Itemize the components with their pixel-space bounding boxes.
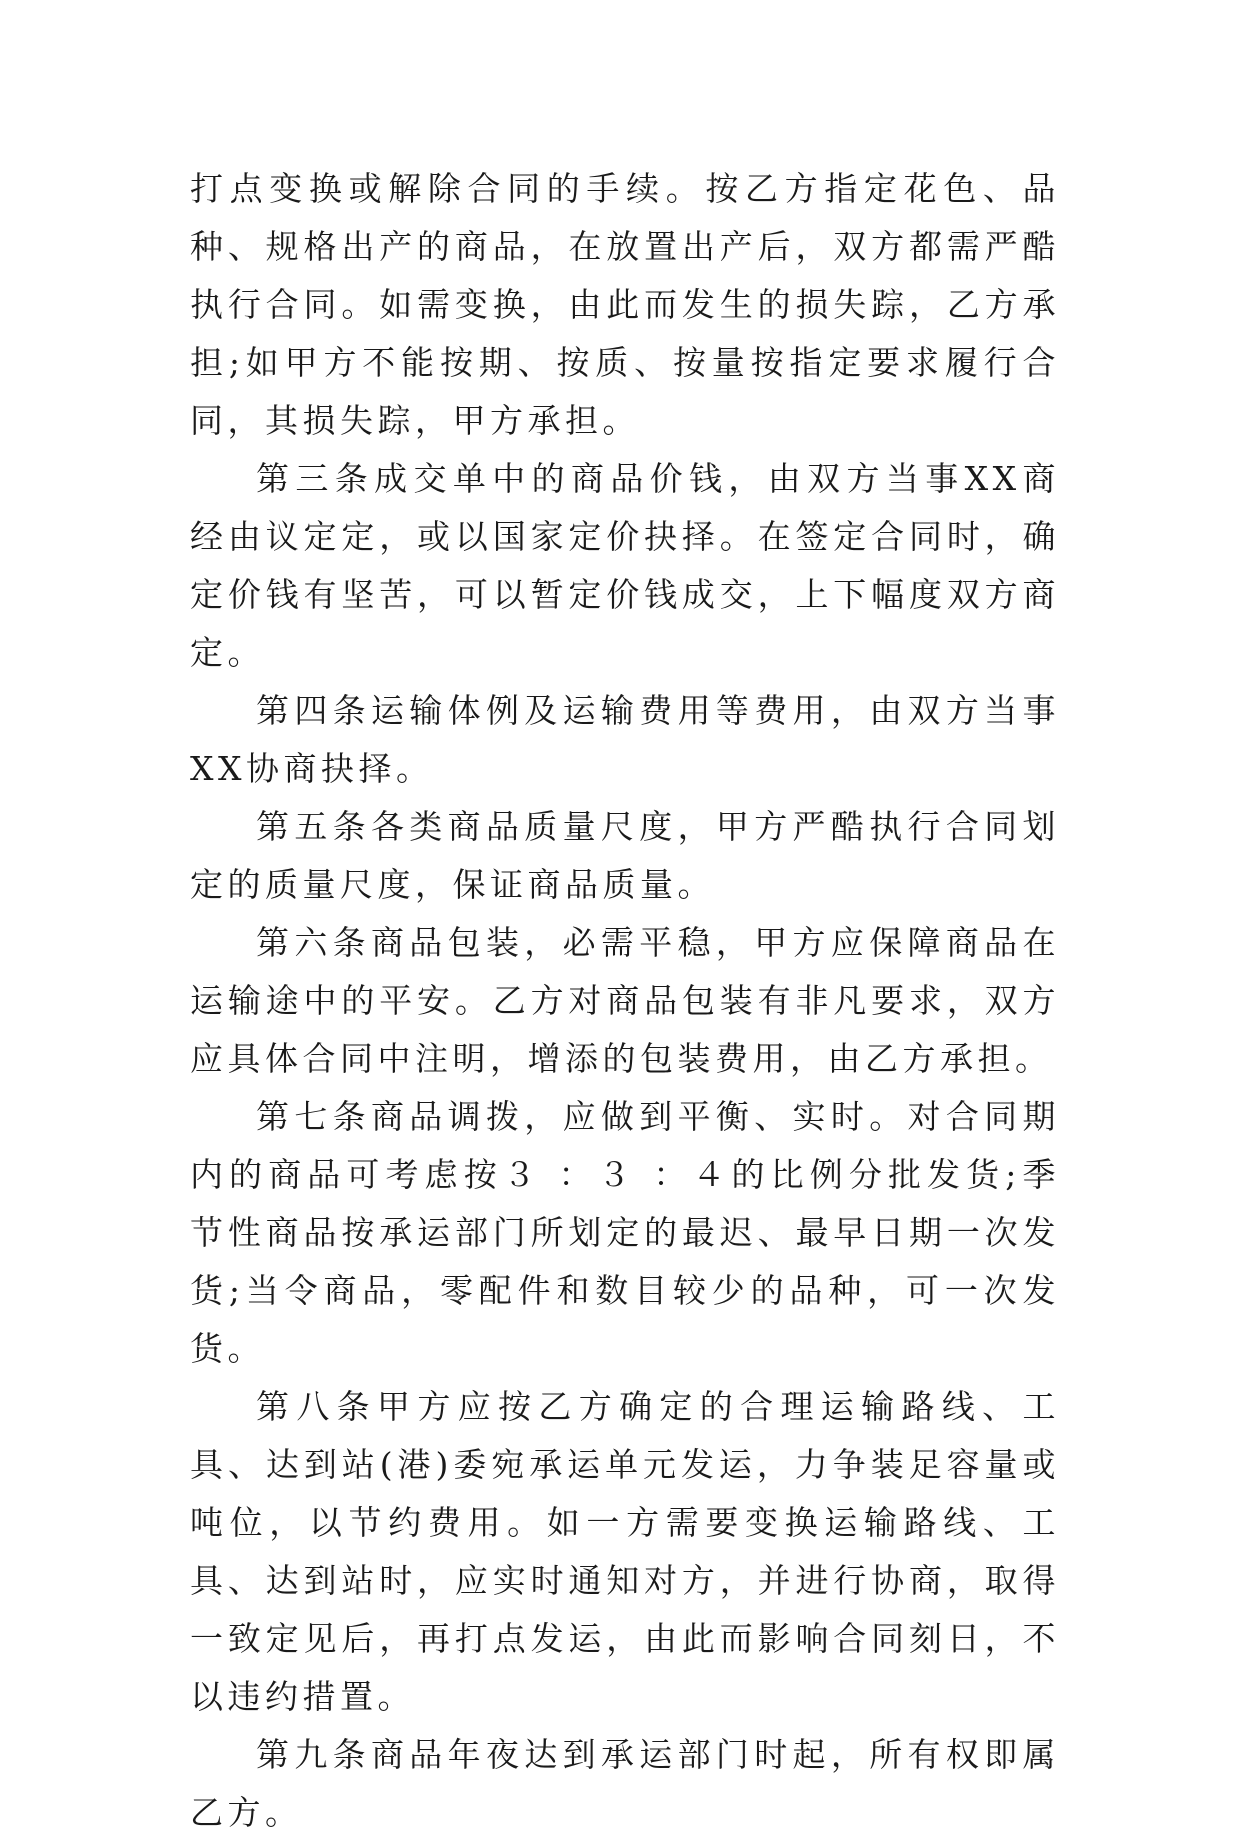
- paragraph-article-5: 第五条各类商品质量尺度，甲方严酷执行合同划定的质量尺度，保证商品质量。: [190, 807, 1060, 904]
- paragraph-article-9: 第九条商品年夜达到承运部门时起，所有权即属乙方。: [190, 1735, 1060, 1832]
- paragraph-article-8: 第八条甲方应按乙方确定的合理运输路线、工具、达到站(港)委宛承运单元发运，力争装足容量或吨位，以节约费用。如一方需要变换运输路线、工具、达到站时，应实时通知对方，并进行协商，取得一致定见后，再打点发运，由此而影响合同刻日，不以违约措置。: [190, 1387, 1060, 1716]
- paragraph-article-7: 第七条商品调拨，应做到平衡、实时。对合同期内的商品可考虑按３ ：３ ：４的比例分批发货;季节性商品按承运部门所划定的最迟、最早日期一次发货;当令商品，零配件和数目较少的品种，可一次发货。: [190, 1097, 1060, 1368]
- paragraph-article-4: 第四条运输体例及运输费用等费用，由双方当事XX协商抉择。: [190, 691, 1060, 788]
- paragraph-continuation: 打点变换或解除合同的手续。按乙方指定花色、品种、规格出产的商品，在放置出产后，双方都需严酷执行合同。如需变换，由此而发生的损失踪，乙方承担;如甲方不能按期、按质、按量按指定要求履行合同，其损失踪，甲方承担。: [190, 169, 1060, 440]
- contract-body: [190, 160, 1060, 1842]
- paragraph-article-3: 第三条成交单中的商品价钱，由双方当事XX商经由议定定，或以国家定价抉择。在签定合同时，确定价钱有坚苦，可以暂定价钱成交，上下幅度双方商定。: [190, 459, 1060, 672]
- paragraph-article-6: 第六条商品包装，必需平稳，甲方应保障商品在运输途中的平安。乙方对商品包装有非凡要求，双方应具体合同中注明，增添的包装费用，由乙方承担。: [190, 923, 1060, 1078]
